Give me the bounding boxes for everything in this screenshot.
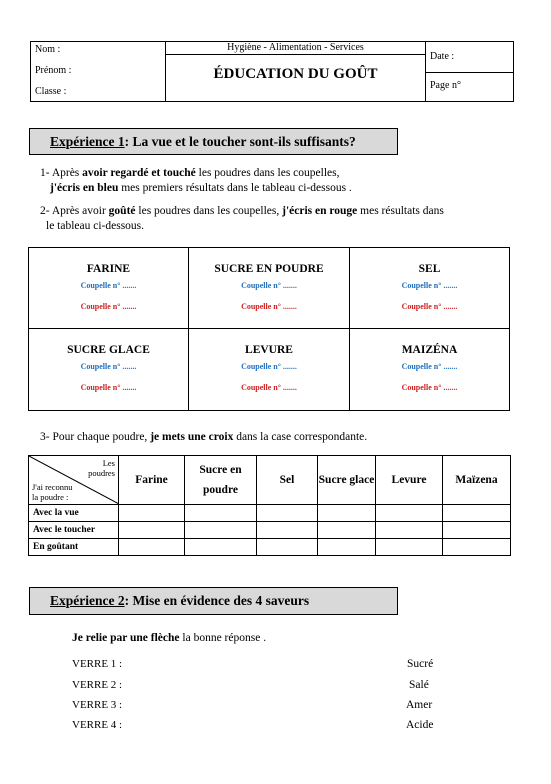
coupelle-red: Coupelle n° .......	[241, 383, 297, 392]
step3-c: dans la case correspondante.	[233, 431, 368, 443]
answer-cell[interactable]	[119, 505, 185, 522]
step2-c: les poudres dans les coupelles,	[135, 205, 283, 217]
step3-b: je mets une croix	[150, 431, 234, 443]
row-label: Avec la vue	[29, 505, 119, 522]
powder-cell	[189, 248, 350, 329]
coupelle-blue: Coupelle n° .......	[401, 362, 458, 371]
corner-top	[88, 458, 115, 478]
step3-text	[40, 430, 367, 445]
answer-cell[interactable]	[318, 505, 376, 522]
corner-top-1: Les	[102, 458, 115, 468]
step1-text	[40, 166, 352, 196]
step2-text	[40, 204, 444, 234]
answer-cell[interactable]	[257, 539, 318, 556]
answer-cell[interactable]	[443, 539, 511, 556]
answer-cell[interactable]	[257, 522, 318, 539]
step1-a: 1- Après	[40, 167, 83, 179]
saveur-item: Acide	[406, 719, 434, 731]
powder-cell	[350, 329, 509, 410]
powder-name: SUCRE EN POUDRE	[214, 263, 324, 275]
date-label: Date :	[430, 51, 455, 62]
answer-cell[interactable]	[185, 539, 257, 556]
saveur-item: Amer	[406, 699, 433, 711]
powder-name: SUCRE GLACE	[67, 344, 150, 356]
answer-cell[interactable]	[376, 539, 443, 556]
verre-item: VERRE 3 :	[72, 699, 123, 711]
verre-item: VERRE 2 :	[72, 679, 123, 691]
coupelle-red: Coupelle n° .......	[241, 302, 297, 311]
exp1-label: Expérience 1	[50, 134, 125, 149]
title-block	[166, 42, 426, 101]
row-label: Avec le toucher	[29, 522, 119, 539]
column-header: Maïzena	[443, 456, 511, 505]
step1-b: avoir regardé et touché	[82, 167, 196, 179]
answer-cell[interactable]	[318, 522, 376, 539]
powder-cell	[29, 248, 189, 329]
step1-c: les poudres dans les coupelles,	[195, 167, 340, 179]
corner-bottom	[32, 482, 72, 502]
table-row	[29, 539, 511, 556]
answer-cell[interactable]	[185, 505, 257, 522]
column-header: Levure	[376, 456, 443, 505]
row-label: En goûtant	[29, 539, 119, 556]
answer-cell[interactable]	[119, 522, 185, 539]
student-info	[31, 42, 166, 101]
corner-cell	[29, 456, 119, 505]
step2-f: le tableau ci-dessous.	[46, 220, 145, 232]
exp2-title: : Mise en évidence des 4 saveurs	[124, 593, 310, 608]
nom-label: Nom :	[35, 44, 61, 55]
powder-cell	[29, 329, 189, 410]
column-header: Sucre glace	[318, 456, 376, 505]
coupelle-red: Coupelle n° .......	[401, 302, 458, 311]
verre-item: VERRE 1 :	[72, 658, 123, 670]
exp2-heading	[29, 587, 398, 615]
instr-b: la bonne réponse .	[179, 632, 267, 644]
saveur-item: Sucré	[407, 658, 434, 670]
step1-e: mes premiers résultats dans le tableau ci-dessous .	[118, 182, 352, 194]
coupelle-blue: Coupelle n° .......	[80, 281, 137, 290]
powder-name: SEL	[418, 263, 441, 275]
prenom-label: Prénom :	[35, 65, 72, 76]
powder-grid	[28, 247, 510, 411]
exp2-instruction	[72, 631, 266, 646]
answer-cell[interactable]	[185, 522, 257, 539]
table-row	[29, 505, 511, 522]
powder-name: LEVURE	[245, 344, 293, 356]
table-header-row	[29, 456, 511, 505]
page-label: Page n°	[430, 80, 461, 91]
answer-cell[interactable]	[119, 539, 185, 556]
verre-item: VERRE 4 :	[72, 719, 123, 731]
corner-bottom-1: J'ai reconnu	[32, 482, 73, 492]
corner-top-2: poudres	[88, 468, 115, 478]
column-header: Farine	[119, 456, 185, 505]
column-header: Sucre en poudre	[185, 456, 257, 505]
step2-d: j'écris en rouge	[282, 205, 358, 217]
exp1-title: : La vue et le toucher sont-ils suffisants?	[124, 134, 356, 149]
header-box	[30, 41, 514, 102]
answer-cell[interactable]	[318, 539, 376, 556]
corner-bottom-2: la poudre :	[32, 492, 69, 502]
exp2-label: Expérience 2	[50, 593, 125, 608]
subject-label: Hygiène - Alimentation - Services	[166, 42, 425, 55]
recognition-table	[28, 455, 511, 556]
page-title: ÉDUCATION DU GOÛT	[213, 66, 378, 82]
date-page-block	[426, 42, 513, 101]
answer-cell[interactable]	[443, 522, 511, 539]
instr-a: Je relie par une flèche	[72, 632, 180, 644]
saveur-item: Salé	[409, 679, 429, 691]
column-header: Sel	[257, 456, 318, 505]
classe-label: Classe :	[35, 86, 67, 97]
answer-cell[interactable]	[376, 505, 443, 522]
step2-b: goûté	[108, 205, 136, 217]
coupelle-blue: Coupelle n° .......	[241, 362, 297, 371]
coupelle-blue: Coupelle n° .......	[401, 281, 458, 290]
answer-cell[interactable]	[257, 505, 318, 522]
powder-name: MAIZÉNA	[401, 344, 458, 356]
step1-d: j'écris en bleu	[50, 182, 119, 194]
powder-name: FARINE	[86, 263, 131, 275]
step2-a: 2- Après avoir	[40, 205, 109, 217]
answer-cell[interactable]	[376, 522, 443, 539]
table-row	[29, 522, 511, 539]
powder-cell	[350, 248, 509, 329]
coupelle-red: Coupelle n° .......	[80, 383, 137, 392]
coupelle-blue: Coupelle n° .......	[241, 281, 297, 290]
divider	[426, 72, 513, 73]
coupelle-red: Coupelle n° .......	[80, 302, 137, 311]
coupelle-blue: Coupelle n° .......	[80, 362, 137, 371]
coupelle-red: Coupelle n° .......	[401, 383, 458, 392]
exp1-heading	[29, 128, 398, 155]
powder-cell	[189, 329, 350, 410]
step2-e: mes résultats dans	[357, 205, 444, 217]
step3-a: 3- Pour chaque poudre,	[40, 431, 151, 443]
answer-cell[interactable]	[443, 505, 511, 522]
